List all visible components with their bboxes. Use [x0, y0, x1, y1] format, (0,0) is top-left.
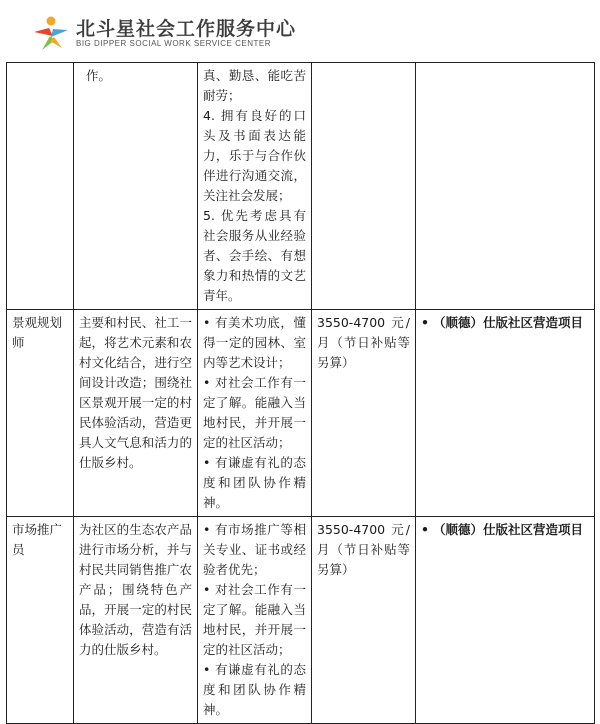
requirement-line: • 有美术功底，懂得一定的园林、室内等艺术设计； — [203, 313, 306, 373]
position-title: 景观规划师 — [12, 315, 63, 350]
requirements-cell — [198, 517, 312, 724]
salary-cell — [312, 517, 416, 724]
page-header — [0, 0, 600, 62]
duties-cell — [74, 310, 198, 517]
salary-text: 3550-4700 元/月（节日补贴等另算） — [317, 522, 410, 577]
position-cell — [7, 517, 74, 724]
requirement-line: 5. 优先考虑具有社会服务从业经验者、会手绘、有想象力和热情的文艺青年。 — [203, 208, 306, 303]
requirement-line: 4. 拥有良好的口头及书面表达能力，乐于与合作伙伴进行沟通交流，关注社会发展； — [203, 108, 306, 203]
place-cell — [416, 310, 595, 517]
requirement-line: • 有谦虚有礼的态度和团队协作精神。 — [203, 660, 306, 720]
org-name-cn: 北斗星社会工作服务中心 — [76, 18, 297, 40]
job-table — [6, 62, 595, 724]
requirement-line: 真、勤恳、能吃苦耐劳； — [203, 68, 306, 103]
requirement-line: • 对社会工作有一定了解。能融入当地村民，并开展一定的社区活动； — [203, 373, 306, 453]
salary-cell — [312, 310, 416, 517]
org-name-en: BIG DIPPER SOCIAL WORK SERVICE CENTER — [76, 39, 271, 48]
requirement-line: • 有市场推广等相关专业、证书或经验者优先； — [203, 520, 306, 580]
place-cell — [416, 517, 595, 724]
duties-text: 主要和村民、社工一起，将艺术元素和农村文化结合，进行空间设计改造；围绕社区景观开展一定的村民体验活动，营造更具人文气息和活力的仕版乡村。 — [79, 315, 192, 470]
requirements-cell — [198, 310, 312, 517]
duties-cell — [74, 517, 198, 724]
table-row — [7, 310, 595, 517]
table-row-continuation — [7, 63, 595, 310]
position-title: 市场推广员 — [12, 522, 63, 557]
position-cell — [7, 63, 74, 310]
position-cell — [7, 310, 74, 517]
place-text: • （顺德）仕版社区营造项目 — [421, 522, 583, 537]
requirement-line: • 有谦虚有礼的态度和团队协作精神。 — [203, 453, 306, 513]
duties-text: 为社区的生态农产品进行市场分析，并与村民共同销售推广农产品；围绕特色产品，开展一定的村民体验活动，营造有活力的仕版乡村。 — [79, 522, 192, 657]
salary-text: 3550-4700 元/月（节日补贴等另算） — [317, 315, 410, 370]
duties-cell — [74, 63, 198, 310]
place-cell — [416, 63, 595, 310]
requirement-line: • 对社会工作有一定了解。能融入当地村民，并开展一定的社区活动； — [203, 580, 306, 660]
salary-cell — [312, 63, 416, 310]
table-row — [7, 517, 595, 724]
org-logo-icon — [30, 12, 72, 54]
duties-text: 作。 — [86, 68, 112, 83]
requirements-cell — [198, 63, 312, 310]
place-text: • （顺德）仕版社区营造项目 — [421, 315, 583, 330]
